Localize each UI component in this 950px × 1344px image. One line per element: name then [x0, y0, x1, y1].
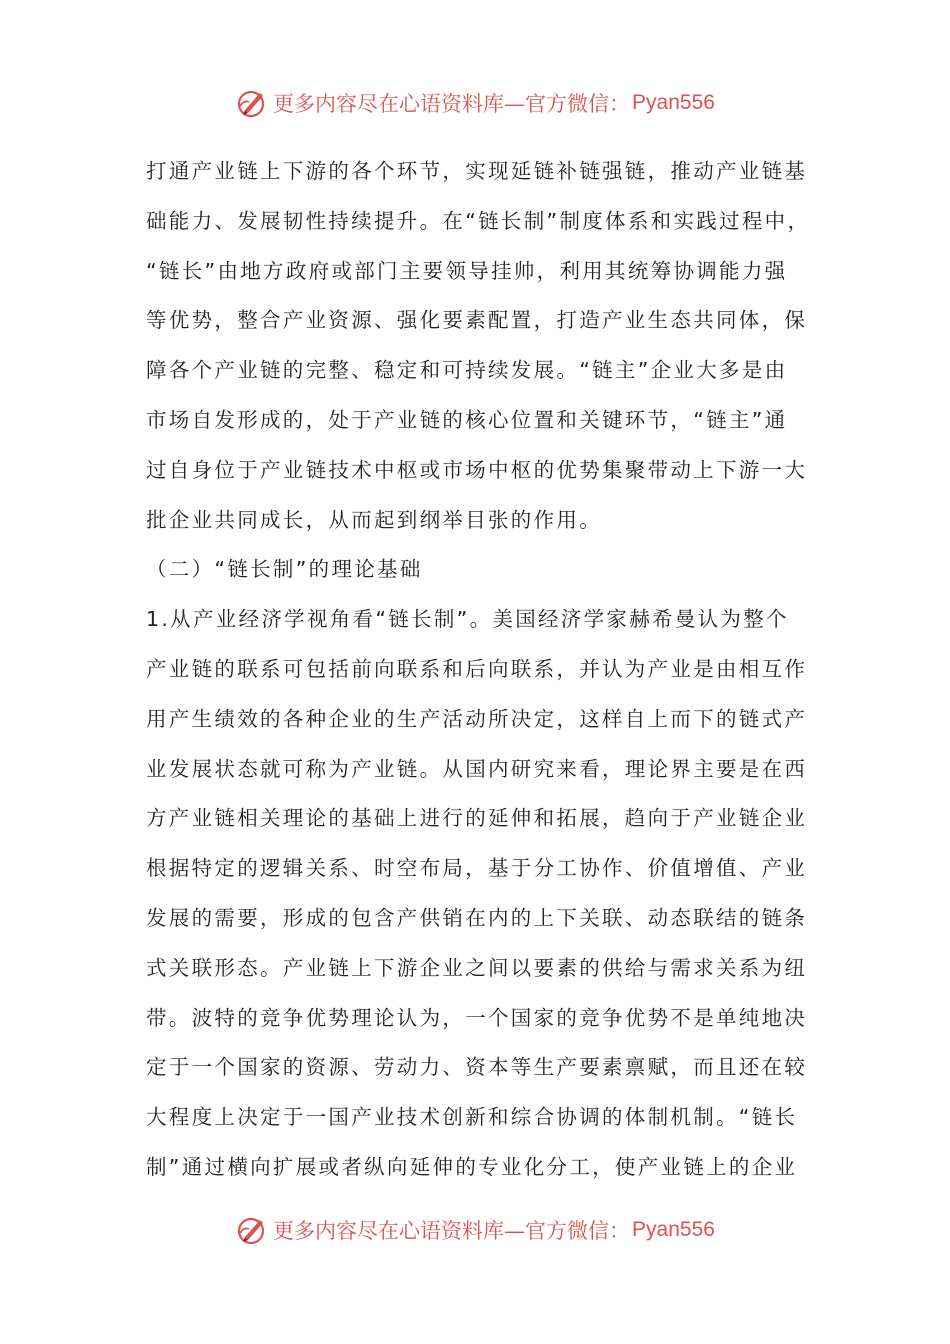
- text-line: “链长”由地方政府或部门主要领导挂帅，利用其统筹协调能力强: [146, 258, 788, 283]
- text-line: 础能力、发展韧性持续提升。在“链长制”制度体系和实践过程中，: [146, 208, 811, 233]
- text-line: 过自身位于产业链技术中枢或市场中枢的优势集聚带动上下游一大: [146, 457, 808, 482]
- text-line: 定于一个国家的资源、劳动力、资本等生产要素禀赋，而且还在较: [146, 1055, 808, 1080]
- pen-circle-logo-icon: [235, 1213, 269, 1247]
- text-line: 根据特定的逻辑关系、时空布局，基于分工协作、价值增值、产业: [146, 856, 808, 881]
- watermark-footer: [0, 1210, 950, 1250]
- watermark-wechat-id: Pyan556: [632, 91, 715, 114]
- text-line: 1.从产业经济学视角看“链长制”。美国经济学家赫希曼认为整个: [146, 607, 789, 632]
- text-line: 用产生绩效的各种企业的生产活动所决定，这样自上而下的链式产: [146, 706, 808, 731]
- text-line: 式关联形态。产业链上下游企业之间以要素的供给与需求关系为纽: [146, 955, 808, 980]
- watermark-text: 更多内容尽在心语资料库—官方微信：: [273, 1219, 631, 1243]
- text-line: 等优势，整合产业资源、强化要素配置，打造产业生态共同体，保: [146, 308, 808, 333]
- text-line: 制”通过横向扩展或者纵向延伸的专业化分工，使产业链上的企业: [146, 1154, 798, 1179]
- watermark-header: [0, 83, 950, 123]
- section-heading: （二）“链长制”的理论基础: [146, 557, 423, 582]
- text-line: 带。波特的竞争优势理论认为，一个国家的竞争优势不是单纯地决: [146, 1005, 808, 1030]
- text-line: 方产业链相关理论的基础上进行的延伸和拓展，趋向于产业链企业: [146, 806, 808, 831]
- watermark-text: 更多内容尽在心语资料库—官方微信：: [273, 92, 631, 116]
- text-line: 市场自发形成的，处于产业链的核心位置和关键环节，“链主”通: [146, 407, 788, 432]
- text-line: 大程度上决定于一国产业技术创新和综合协调的体制机制。“链长: [146, 1105, 798, 1130]
- text-line: 障各个产业链的完整、稳定和可持续发展。“链主”企业大多是由: [146, 358, 788, 383]
- pen-circle-logo-icon: [235, 86, 269, 120]
- text-line: 业发展状态就可称为产业链。从国内研究来看，理论界主要是在西: [146, 756, 808, 781]
- text-line: 批企业共同成长，从而起到纲举目张的作用。: [146, 507, 602, 532]
- text-line: 打通产业链上下游的各个环节，实现延链补链强链，推动产业链基: [146, 159, 808, 183]
- text-line: 产业链的联系可包括前向联系和后向联系，并认为产业是由相互作: [146, 656, 808, 681]
- watermark-wechat-id: Pyan556: [632, 1218, 715, 1241]
- document-body: [146, 153, 811, 1199]
- text-line: 发展的需要，形成的包含产供销在内的上下关联、动态联结的链条: [146, 905, 808, 930]
